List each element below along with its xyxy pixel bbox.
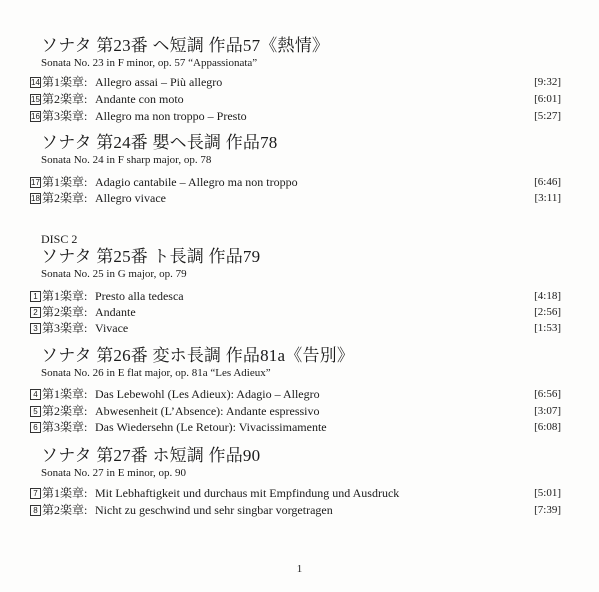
track-title: Das Wiedersehn (Le Retour): Vivacissimamente — [95, 420, 327, 434]
track-number: 6 — [30, 422, 41, 433]
track-title: Presto alla tedesca — [95, 289, 184, 303]
track-number: 8 — [30, 505, 41, 516]
track-number: 18 — [31, 194, 40, 203]
track-title: Allegro vivace — [95, 191, 166, 205]
track-row — [30, 190, 561, 206]
track-duration: [3:11] — [534, 192, 561, 204]
track-number: 1 — [30, 291, 41, 302]
movement-label: 第3楽章: — [42, 321, 88, 335]
movement-label: 第2楽章: — [42, 503, 88, 517]
track-row — [30, 419, 561, 435]
page-number: 1 — [296, 563, 303, 575]
movement-label: 第1楽章: — [42, 75, 88, 89]
track-duration: [2:56] — [534, 306, 561, 318]
movement-label: 第2楽章: — [42, 191, 88, 205]
track-duration: [6:46] — [534, 176, 561, 188]
track-number: 15 — [31, 95, 40, 104]
track-title: Allegro ma non troppo – Presto — [95, 109, 247, 123]
track-row — [30, 403, 561, 419]
section-title-en: Sonata No. 26 in E flat major, op. 81a “Les Adieux” — [41, 367, 271, 379]
section-title-ja: ソナタ 第24番 嬰ヘ長調 作品78 — [41, 133, 278, 152]
track-row — [30, 502, 561, 518]
track-title: Nicht zu geschwind und sehr singbar vorgetragen — [95, 503, 333, 517]
section-title-ja: ソナタ 第26番 変ホ長調 作品81a《告別》 — [41, 346, 355, 365]
track-duration: [6:56] — [534, 388, 561, 400]
track-title: Andante — [95, 305, 136, 319]
track-duration: [9:32] — [534, 76, 561, 88]
section-title-ja: ソナタ 第27番 ホ短調 作品90 — [41, 446, 261, 465]
track-row — [30, 386, 561, 402]
track-title: Andante con moto — [95, 92, 184, 106]
track-row — [30, 288, 561, 304]
track-duration: [5:27] — [534, 110, 561, 122]
track-row — [30, 91, 561, 107]
track-number: 3 — [30, 323, 41, 334]
movement-label: 第2楽章: — [42, 404, 88, 418]
track-number: 17 — [31, 178, 40, 187]
track-duration: [5:01] — [534, 487, 561, 499]
movement-label: 第1楽章: — [42, 289, 88, 303]
track-number: 16 — [31, 112, 40, 121]
track-title: Vivace — [95, 321, 129, 335]
movement-label: 第2楽章: — [42, 305, 88, 319]
track-number: 5 — [30, 406, 41, 417]
section-title-ja: ソナタ 第25番 ト長調 作品79 — [41, 247, 261, 266]
track-number: 4 — [30, 389, 41, 400]
track-title: Adagio cantabile – Allegro ma non troppo — [95, 175, 298, 189]
track-row — [30, 485, 561, 501]
track-number: 2 — [30, 307, 41, 318]
section-title-en: Sonata No. 24 in F sharp major, op. 78 — [41, 154, 212, 166]
track-number: 7 — [30, 488, 41, 499]
track-duration: [3:07] — [534, 405, 561, 417]
track-duration: [6:08] — [534, 421, 561, 433]
section-title-en: Sonata No. 25 in G major, op. 79 — [41, 268, 187, 280]
track-row — [30, 108, 561, 124]
section-title-en: Sonata No. 27 in E minor, op. 90 — [41, 467, 186, 479]
movement-label: 第2楽章: — [42, 92, 88, 106]
track-number: 14 — [31, 78, 40, 87]
movement-label: 第1楽章: — [42, 387, 88, 401]
track-duration: [4:18] — [534, 290, 561, 302]
track-title: Abwesenheit (L’Absence): Andante espressivo — [95, 404, 320, 418]
movement-label: 第1楽章: — [42, 175, 88, 189]
track-title: Mit Lebhaftigkeit und durchaus mit Empfindung und Ausdruck — [95, 486, 400, 500]
disc-label: DISC 2 — [41, 232, 78, 246]
track-row — [30, 304, 561, 320]
track-duration: [7:39] — [534, 504, 561, 516]
movement-label: 第3楽章: — [42, 420, 88, 434]
track-title: Das Lebewohl (Les Adieux): Adagio – Allegro — [95, 387, 320, 401]
track-duration: [6:01] — [534, 93, 561, 105]
section-title-ja: ソナタ 第23番 ヘ短調 作品57《熱情》 — [41, 36, 330, 55]
movement-label: 第1楽章: — [42, 486, 88, 500]
track-title: Allegro assai – Più allegro — [95, 75, 223, 89]
track-row — [30, 320, 561, 336]
track-row — [30, 74, 561, 90]
movement-label: 第3楽章: — [42, 109, 88, 123]
track-row — [30, 174, 561, 190]
section-title-en: Sonata No. 23 in F minor, op. 57 “Appassionata” — [41, 57, 258, 69]
track-duration: [1:53] — [534, 322, 561, 334]
